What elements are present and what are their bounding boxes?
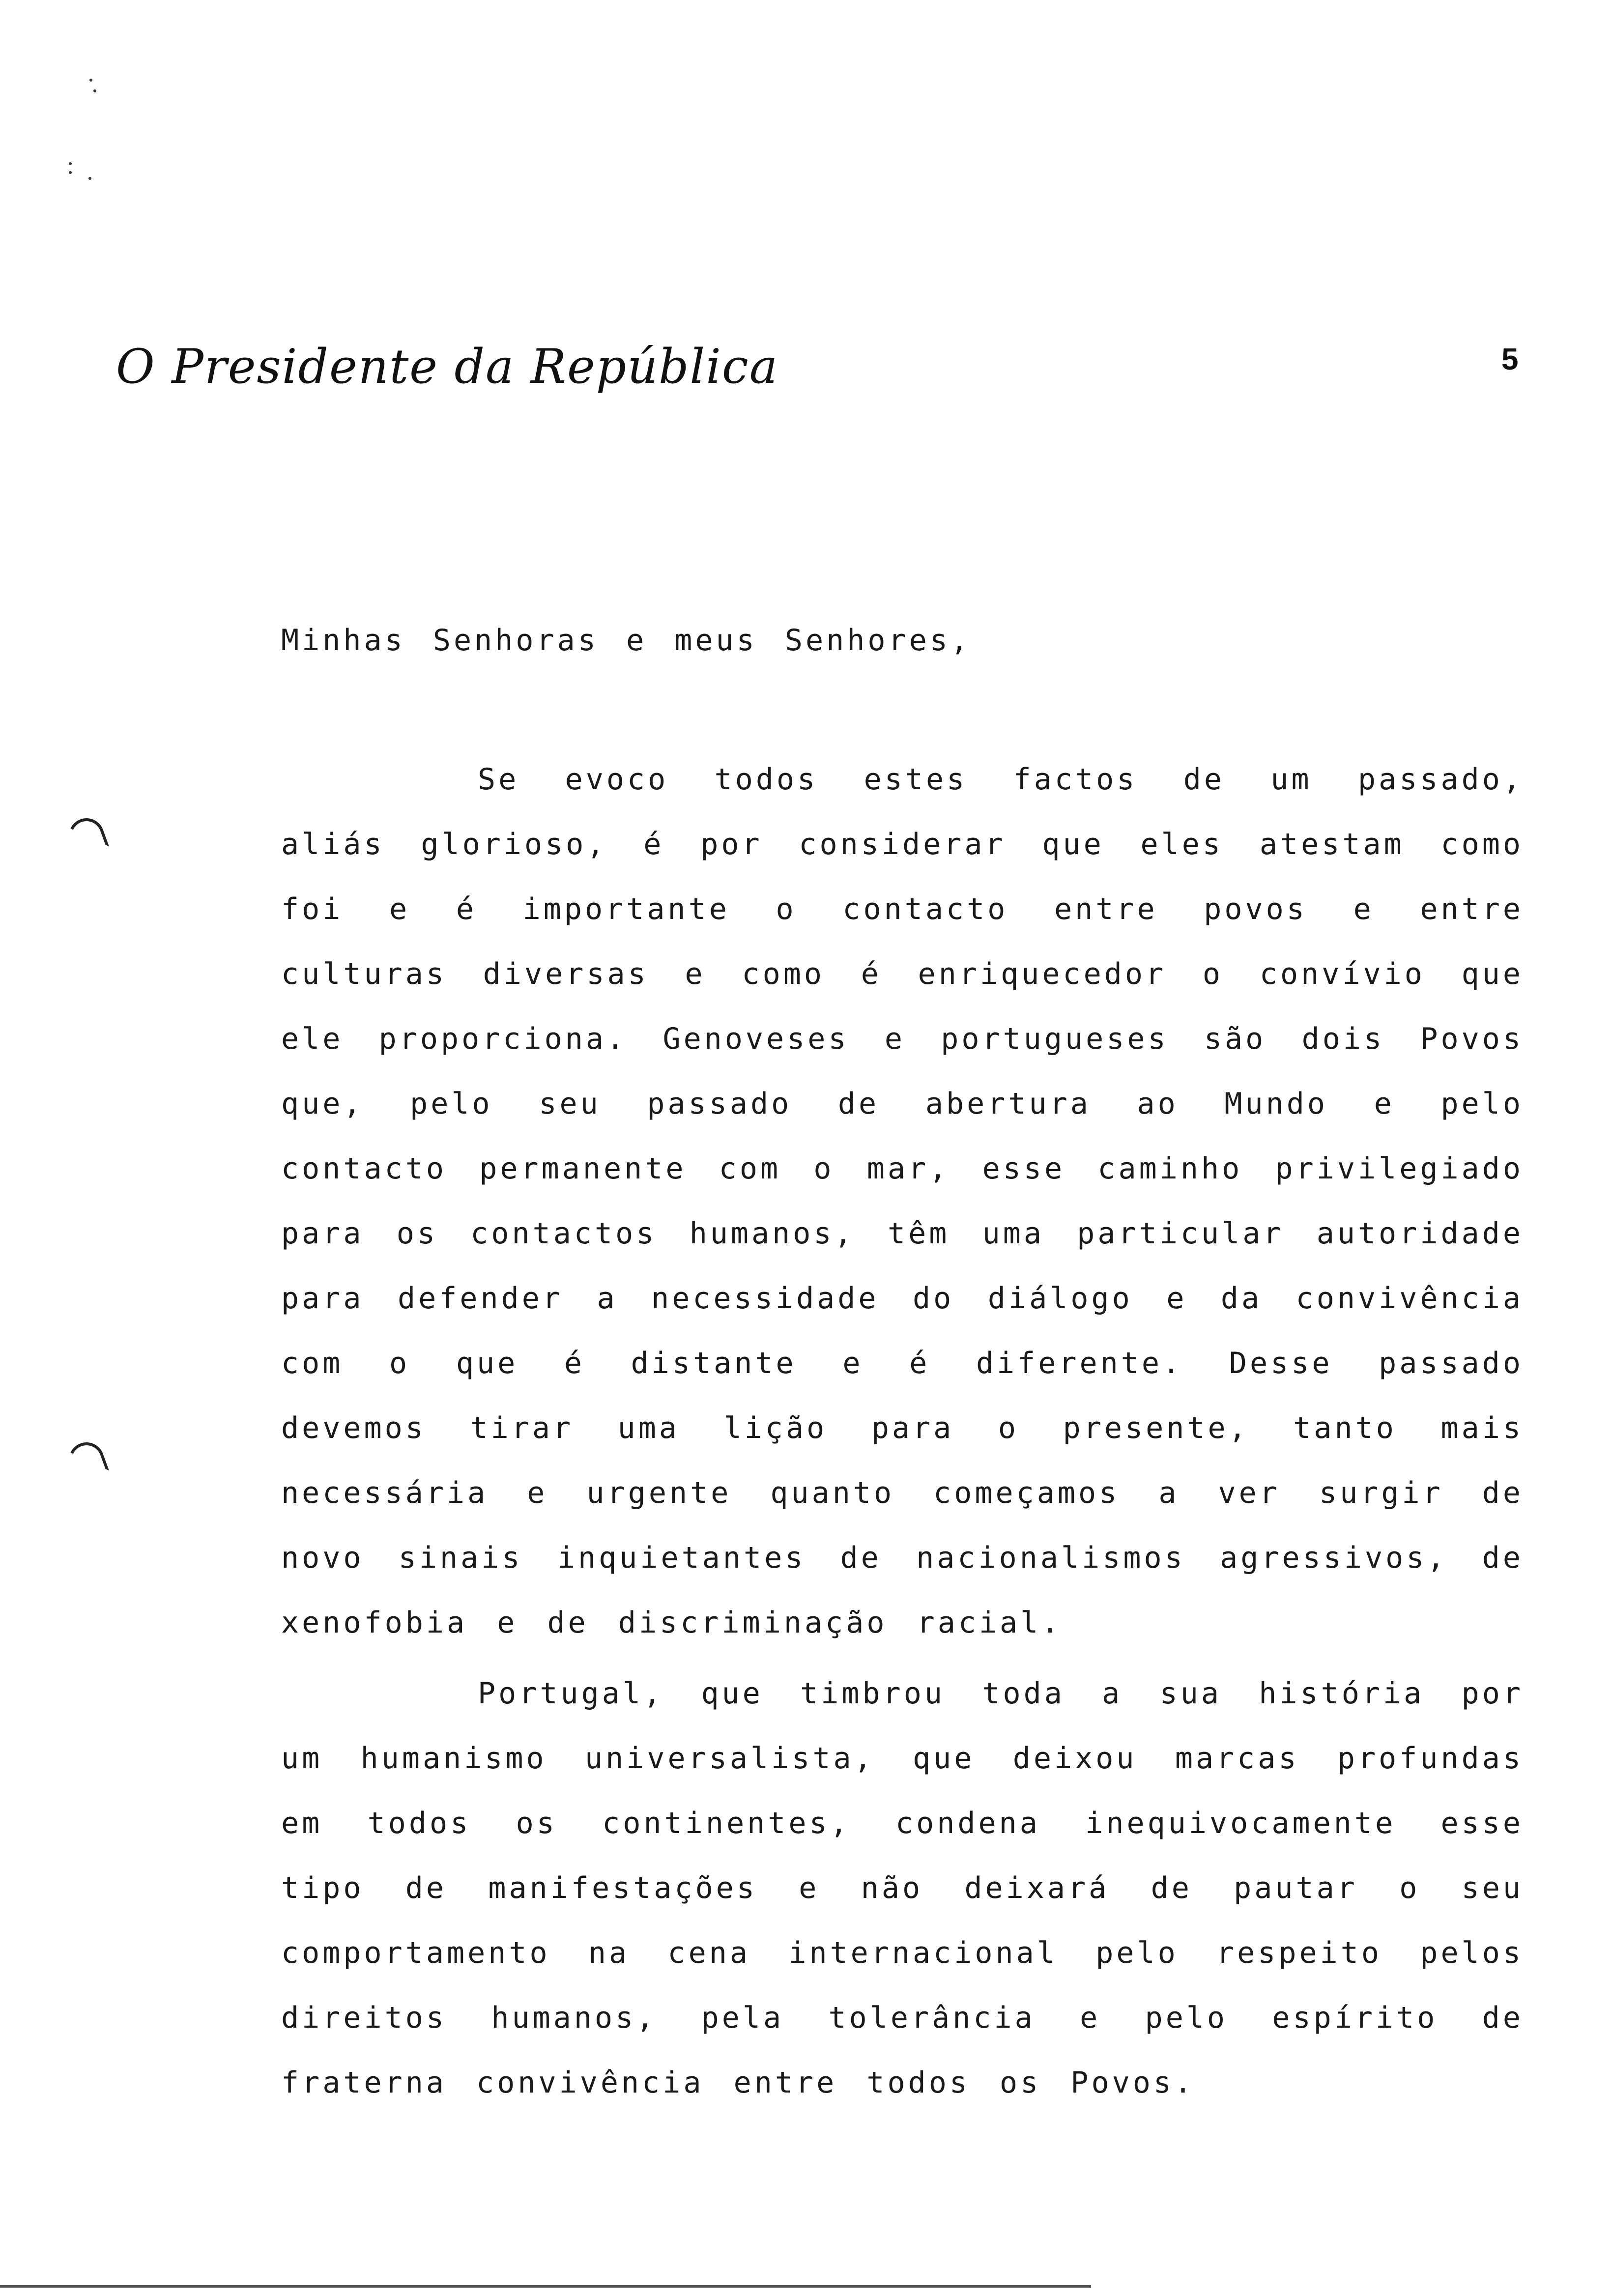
paragraph-1: Se evoco todos estes factos de um passado, aliás glorioso, é por considerar que eles atestam como foi e é importante o contacto entre povos e entre culturas diversas e como é enriquecedor o convívio que ele proporciona. Genoveses e portugueses são dois Povos que, pelo seu passado de abertura ao Mundo e pelo contacto permanente com o mar, esse caminho privilegiado para os contactos humanos, têm uma particular autoridade para defender a necessidade do diálogo e da convivência com o que é distante e é diferente. Desse passado devemos tirar uma lição para o presente, tanto mais necessária e urgente quanto começamos a ver surgir de novo sinais inquietantes de nacionalismos agressivos, de xenofobia e de discriminação racial. — [281, 762, 1524, 1640]
page-number: 5 — [1501, 343, 1519, 376]
scan-speck — [88, 177, 91, 180]
punch-hole-mark-bottom — [64, 1437, 109, 1483]
scan-speck — [69, 171, 72, 174]
punch-hole-mark-top — [64, 813, 109, 859]
salutation: Minhas Senhoras e meus Senhores, — [281, 623, 971, 658]
scan-speck — [69, 162, 72, 165]
bottom-scan-edge — [0, 2285, 1091, 2288]
letterhead-title: O Presidente da República — [116, 339, 778, 394]
scan-speck — [93, 89, 96, 92]
paragraph-2: Portugal, que timbrou toda a sua história por um humanismo universalista, que deixou marcas profundas em todos os continentes, condena inequivocamente esse tipo de manifestações e não deixará de pautar o seu comportamento na cena internacional pelo respeito pelos direitos humanos, pela tolerância e pelo espírito de fraterna convivência entre todos os Povos. — [281, 1676, 1524, 2100]
scan-speck — [89, 79, 92, 82]
